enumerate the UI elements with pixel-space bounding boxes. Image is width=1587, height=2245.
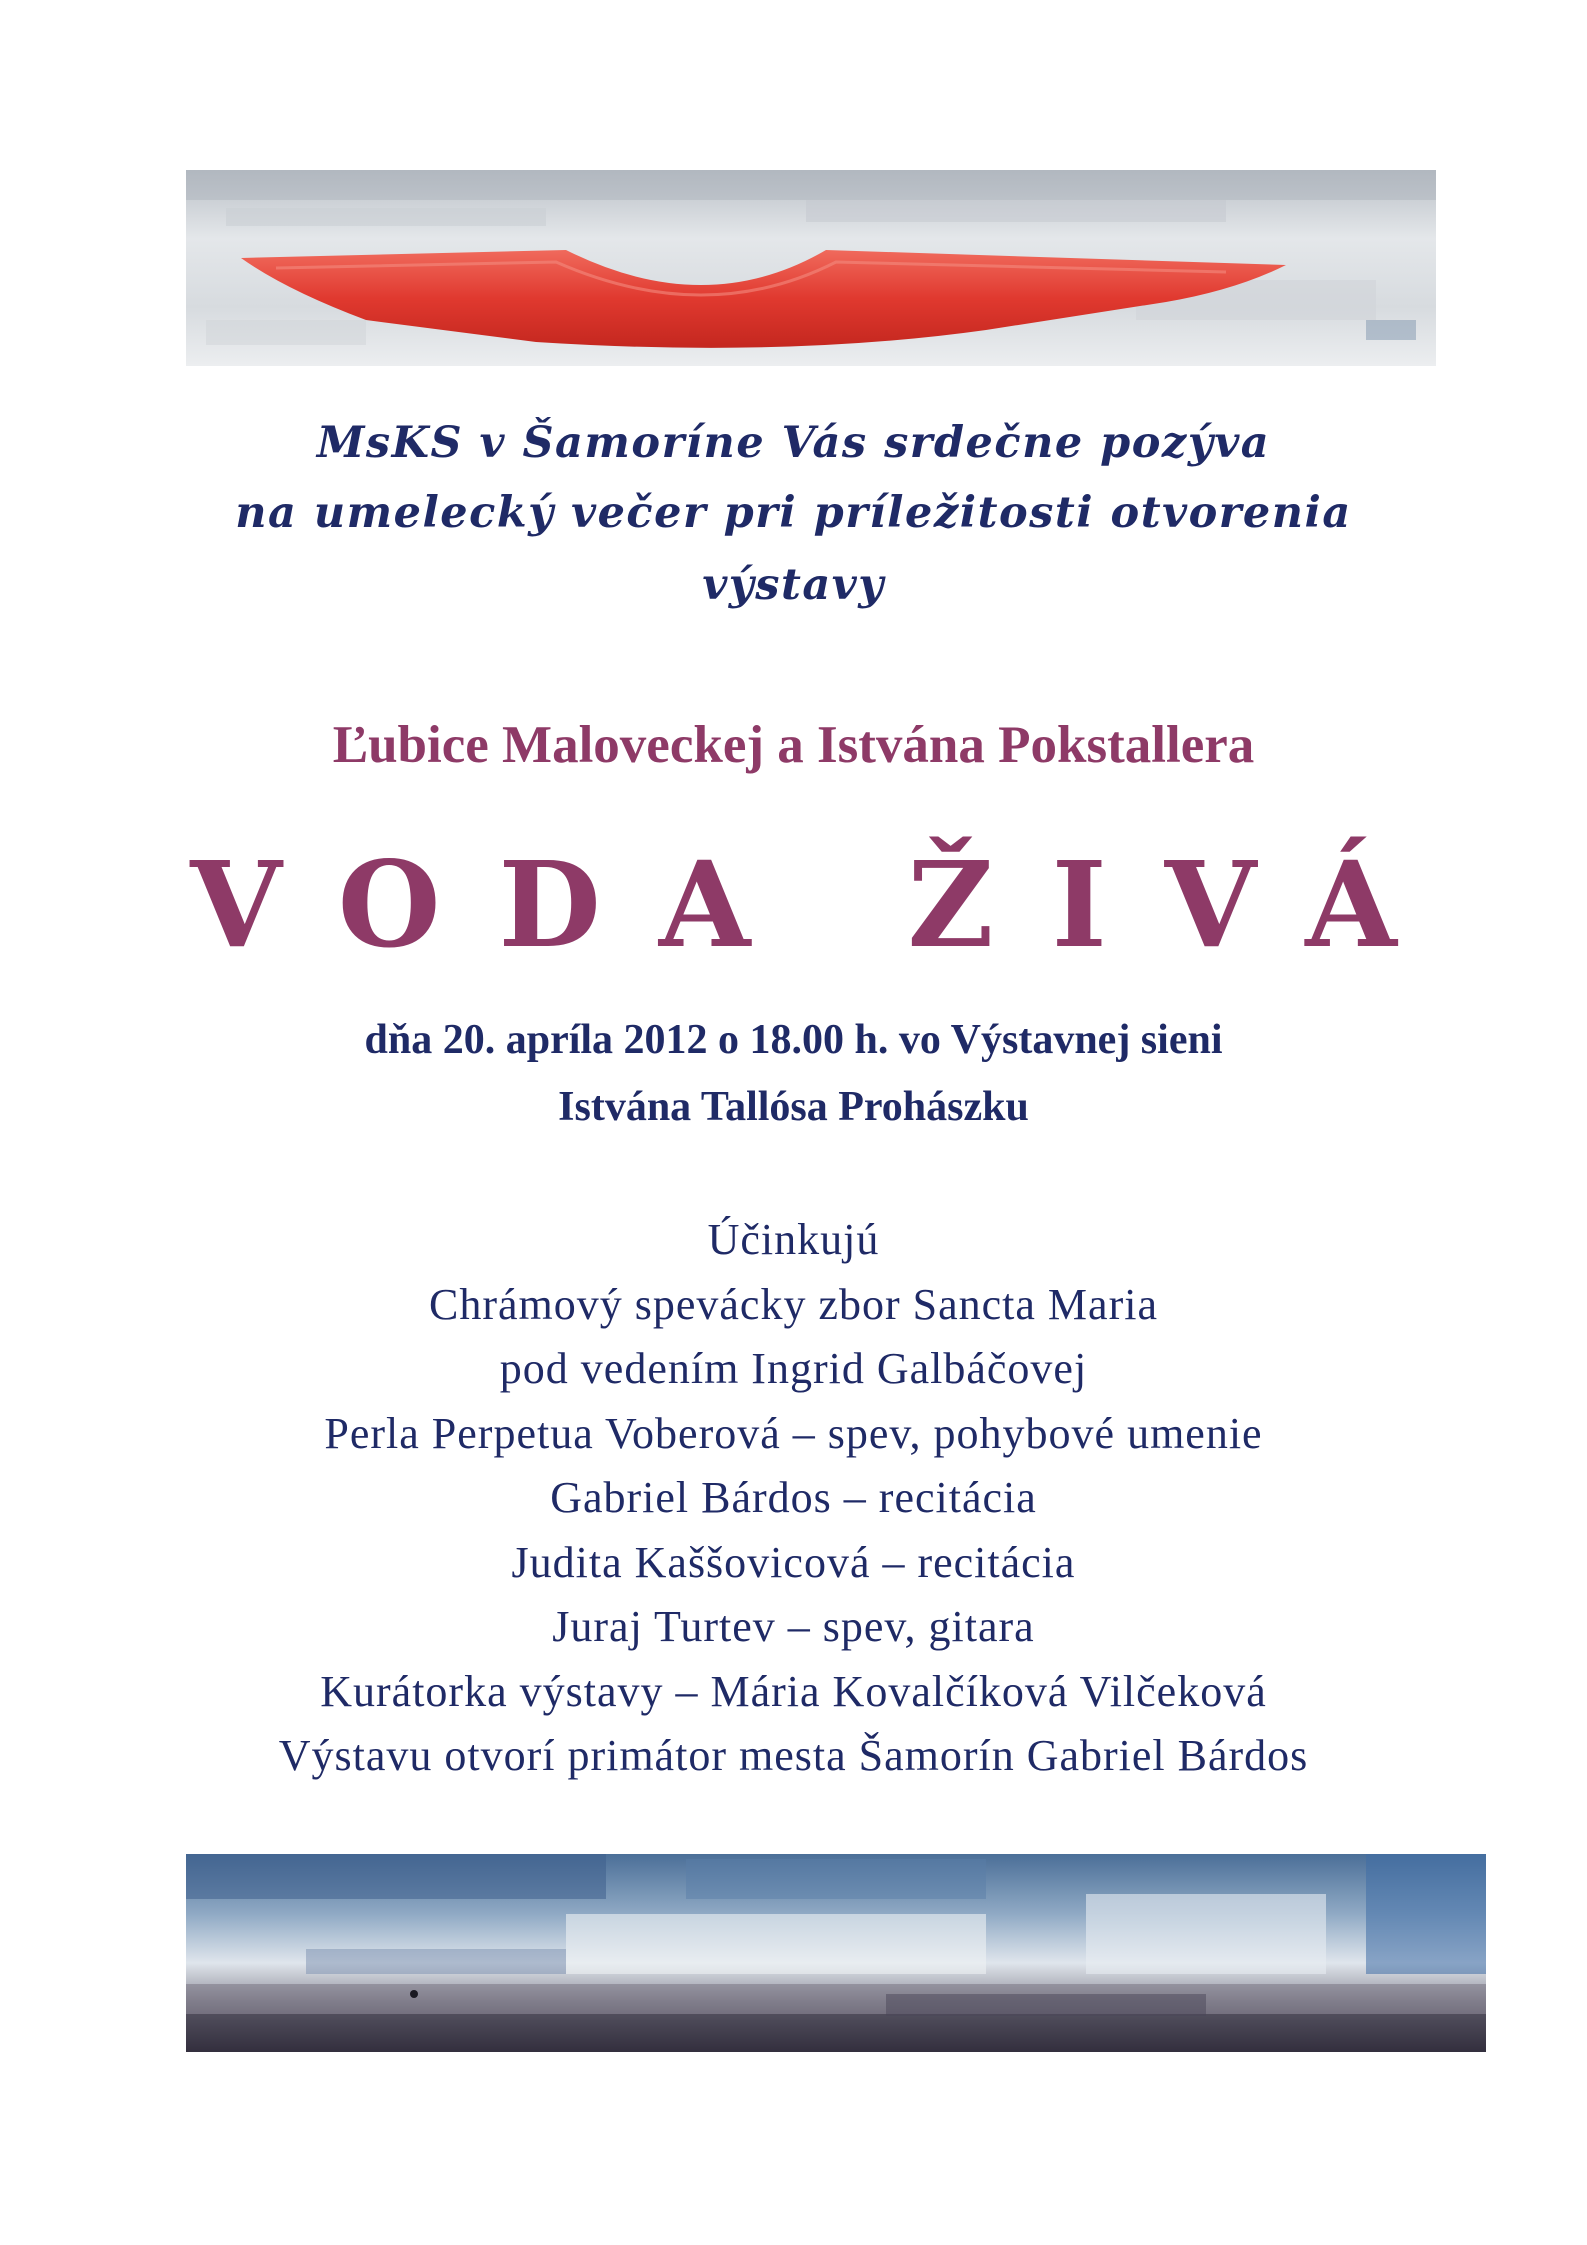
exhibition-title: VODA ŽIVÁ <box>190 835 1455 974</box>
opening-line: Výstavu otvorí primátor mesta Šamorín Gabriel Bárdos <box>278 1731 1309 1780</box>
top-painting-banner <box>186 170 1436 366</box>
invitation-line-1: MsKS v Šamoríne Vás srdečne pozýva <box>316 418 1271 468</box>
invitation-line-2: na umelecký večer pri príležitosti otvorenia <box>235 488 1352 538</box>
invitation-line-3: výstavy <box>702 560 885 610</box>
performer-line: pod vedením Ingrid Galbáčovej <box>499 1344 1088 1393</box>
event-date-line-1: dňa 20. apríla 2012 o 18.00 h. vo Výstavnej sieni <box>364 1017 1223 1063</box>
bottom-painting-banner <box>186 1854 1486 2052</box>
performer-line: Chrámový spevácky zbor Sancta Maria <box>429 1279 1158 1329</box>
performer-line: Perla Perpetua Voberová – spev, pohybové umenie <box>324 1408 1263 1458</box>
curator-line: Kurátorka výstavy – Mária Kovalčíková Vilčeková <box>320 1666 1267 1716</box>
performers-heading: Účinkujú <box>707 1215 880 1264</box>
performer-line: Gabriel Bárdos – recitácia <box>550 1473 1037 1522</box>
event-venue-line: Istvána Tallósa Prohászku <box>558 1084 1029 1130</box>
performers-list <box>0 1208 1587 1789</box>
performer-line: Judita Kaššovicová – recitácia <box>511 1537 1076 1587</box>
artists-names: Ľubice Maloveckej a Istvána Pokstallera <box>332 716 1255 774</box>
performer-line: Juraj Turtev – spev, gitara <box>552 1602 1035 1651</box>
